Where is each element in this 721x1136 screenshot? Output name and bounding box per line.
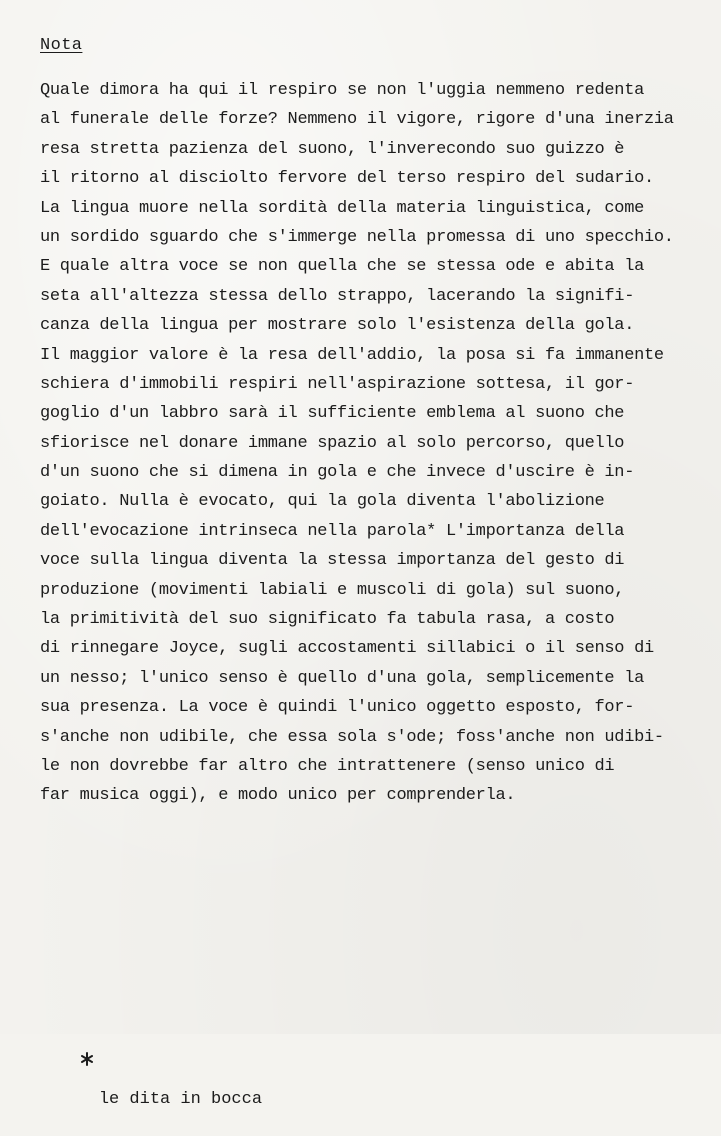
text-line: seta all'altezza stessa dello strappo, lacerando la signifi- <box>40 286 635 306</box>
text-line: canza della lingua per mostrare solo l'esistenza della gola. <box>40 316 635 336</box>
body-text <box>40 76 710 811</box>
text-line: produzione (movimenti labiali e muscoli di gola) sul suono, <box>40 580 625 600</box>
footnote-text: le dita in bocca <box>98 1090 263 1109</box>
text-line: il ritorno al disciolto fervore del terso respiro del sudario. <box>40 169 654 189</box>
text-line: le non dovrebbe far altro che intrattenere (senso unico di <box>40 756 615 776</box>
footnote <box>40 978 262 1136</box>
text-line: voce sulla lingua diventa la stessa importanza del gesto di <box>40 551 625 571</box>
text-line: Quale dimora ha qui il respiro se non l'uggia nemmeno redenta <box>40 81 645 100</box>
text-line: schiera d'immobili respiri nell'aspirazione sottesa, il gor- <box>40 374 635 394</box>
text-line: dell'evocazione intrinseca nella parola* L'importanza della <box>40 521 625 541</box>
text-line: s'anche non udibile, che essa sola s'ode; foss'anche non udibi- <box>40 727 664 747</box>
text-line: goiato. Nulla è evocato, qui la gola diventa l'abolizione <box>40 492 605 512</box>
asterisk-icon <box>81 1004 93 1018</box>
text-line: un nesso; l'unico senso è quello d'una gola, semplicemente la <box>40 668 645 688</box>
page-title: Nota <box>40 36 83 55</box>
text-line: E quale altra voce se non quella che se stessa ode e abita la <box>40 257 645 277</box>
text-line: sfiorisce nel donare immane spazio al solo percorso, quello <box>40 433 625 453</box>
text-line: Il maggior valore è la resa dell'addio, la posa si fa immanente <box>40 345 664 365</box>
text-line: far musica oggi), e modo unico per comprenderla. <box>40 786 516 806</box>
text-line: d'un suono che si dimena in gola e che invece d'uscire è in- <box>40 463 635 483</box>
text-line: resa stretta pazienza del suono, l'inverecondo suo guizzo è <box>40 139 625 159</box>
text-line: la primitività del suo significato fa tabula rasa, a costo <box>40 610 615 630</box>
text-line: goglio d'un labbro sarà il sufficiente emblema al suono che <box>40 404 625 424</box>
text-line: al funerale delle forze? Nemmeno il vigore, rigore d'una inerzia <box>40 110 674 130</box>
text-line: di rinnegare Joyce, sugli accostamenti sillabici o il senso di <box>40 639 654 659</box>
text-line: sua presenza. La voce è quindi l'unico oggetto esposto, for- <box>40 698 635 718</box>
text-line: La lingua muore nella sordità della materia linguistica, come <box>40 198 645 218</box>
text-line: un sordido sguardo che s'immerge nella promessa di uno specchio. <box>40 227 674 247</box>
